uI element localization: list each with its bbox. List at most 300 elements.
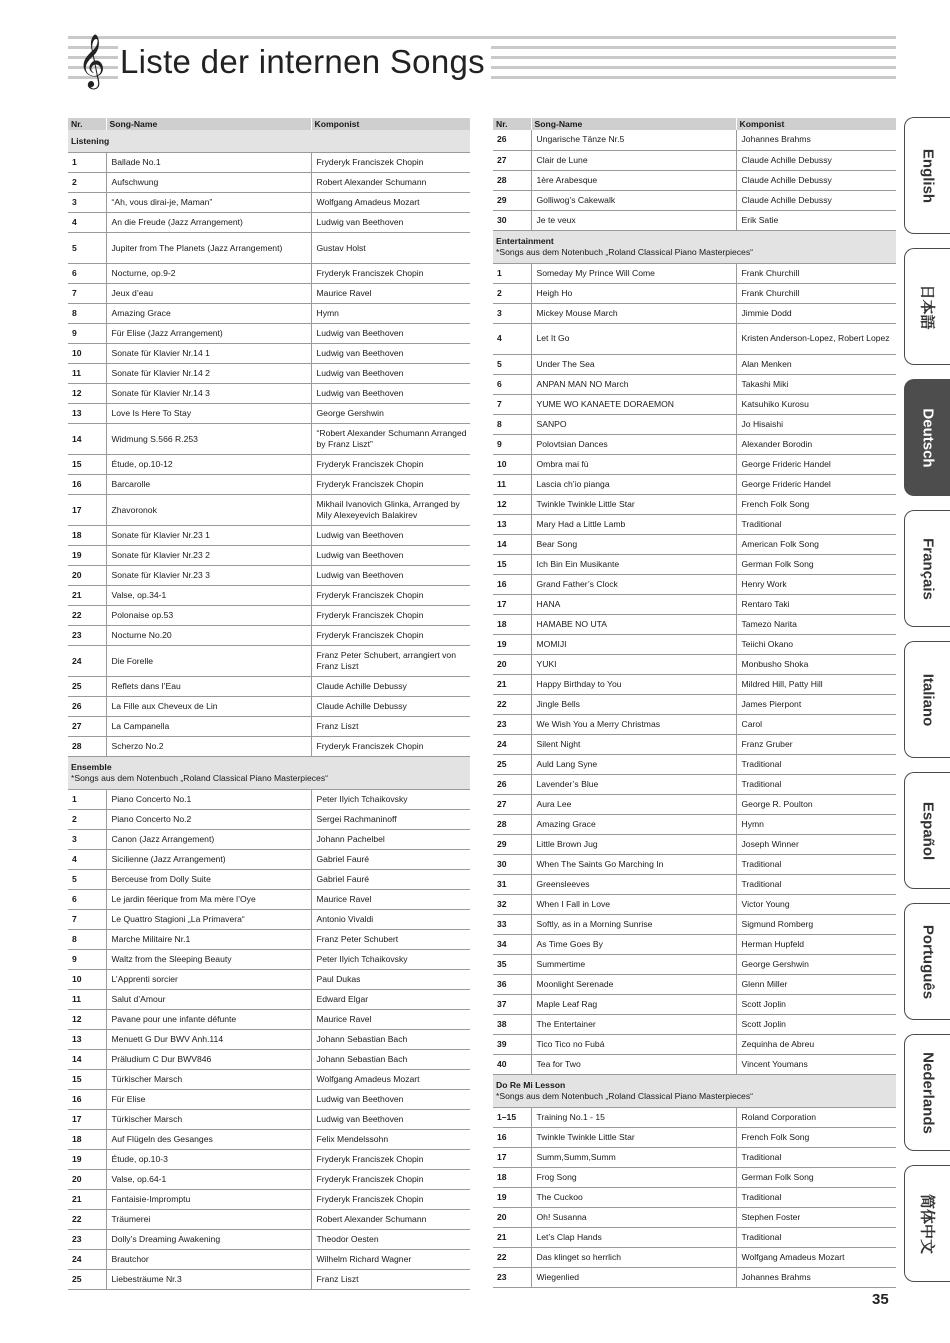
table-row [68,930,470,950]
table-row [68,304,470,324]
composer-name: French Folk Song [736,494,896,514]
table-row [493,734,896,754]
song-name: Someday My Prince Will Come [531,263,736,283]
song-number: 9 [493,434,531,454]
song-name: Happy Birthday to You [531,674,736,694]
song-number: 5 [493,354,531,374]
song-number: 25 [493,754,531,774]
composer-name: Roland Corporation [736,1107,896,1127]
song-name: Ombra mai fù [531,454,736,474]
composer-name: Fryderyk Franciszek Chopin [311,1170,470,1190]
composer-name: Scott Joplin [736,994,896,1014]
table-row [493,210,896,230]
song-number: 7 [68,910,106,930]
song-number: 24 [493,734,531,754]
tab-label: 简体中文 [918,1193,935,1254]
tab-label: Português [919,924,936,999]
composer-name: Paul Dukas [311,970,470,990]
song-name: Barcarolle [106,475,311,495]
tab-italiano[interactable] [904,641,950,758]
song-number: 28 [493,170,531,190]
song-name: Ballade No.1 [106,153,311,173]
song-number: 16 [493,1127,531,1147]
song-name: Polonaise op.53 [106,606,311,626]
table-row [493,834,896,854]
song-name: Tico Tico no Fubá [531,1034,736,1054]
table-row [493,774,896,794]
song-number: 8 [68,304,106,324]
song-name: Summertime [531,954,736,974]
table-header-row [68,118,470,130]
table-row [68,1190,470,1210]
composer-name: Johann Sebastian Bach [311,1030,470,1050]
composer-name: Franz Peter Schubert [311,930,470,950]
song-number: 17 [68,495,106,526]
song-name: L’Apprenti sorcier [106,970,311,990]
staff-line [68,36,896,39]
table-row [493,894,896,914]
section-title: Ensemble [71,762,112,773]
table-row [493,130,896,150]
song-number: 14 [68,1050,106,1070]
song-number: 19 [68,546,106,566]
song-name: Sonate für Klavier Nr.14 1 [106,344,311,364]
table-row [493,283,896,303]
table-row [493,1147,896,1167]
song-number: 32 [493,894,531,914]
song-name: We Wish You a Merry Christmas [531,714,736,734]
table-body [68,130,470,1290]
song-name: Greensleeves [531,874,736,894]
composer-name: Ludwig van Beethoven [311,384,470,404]
song-table-right [493,118,896,1288]
composer-name: American Folk Song [736,534,896,554]
song-name: Träumerei [106,1210,311,1230]
tab-espaol[interactable] [904,772,950,889]
song-table-left [68,118,470,1290]
tab-franais[interactable] [904,510,950,627]
song-number: 1 [493,263,531,283]
song-name: Amazing Grace [531,814,736,834]
table-row [493,414,896,434]
song-name: Für Elise [106,1090,311,1110]
song-number: 31 [493,874,531,894]
composer-name: Zequinha de Abreu [736,1034,896,1054]
table-row [68,910,470,930]
composer-name: Gabriel Fauré [311,870,470,890]
composer-name: Johannes Brahms [736,1267,896,1287]
song-name: Under The Sea [531,354,736,374]
composer-name: Claude Achille Debussy [736,170,896,190]
song-number: 6 [68,264,106,284]
section-row [68,130,470,153]
song-number: 20 [493,654,531,674]
song-name: Training No.1 - 15 [531,1107,736,1127]
table-row [493,934,896,954]
composer-name: Alexander Borodin [736,434,896,454]
song-number: 20 [493,1207,531,1227]
song-name: Sonate für Klavier Nr.23 3 [106,566,311,586]
composer-name: Teiichi Okano [736,634,896,654]
composer-name: Ludwig van Beethoven [311,324,470,344]
composer-name: Vincent Youmans [736,1054,896,1074]
column-header-nr: Nr. [68,118,106,130]
composer-name: Ludwig van Beethoven [311,566,470,586]
song-number: 7 [68,284,106,304]
song-name: Das klinget so herrlich [531,1247,736,1267]
composer-name: George Frideric Handel [736,474,896,494]
table-row [493,323,896,354]
table-row [493,170,896,190]
table-row [68,1090,470,1110]
song-name: Präludium C Dur BWV846 [106,1050,311,1070]
song-name: Love Is Here To Stay [106,404,311,424]
composer-name: Fryderyk Franciszek Chopin [311,737,470,757]
column-header-nr: Nr. [493,118,531,130]
composer-name: Ludwig van Beethoven [311,364,470,384]
song-name: Reflets dans l’Eau [106,677,311,697]
tab-portugus[interactable] [904,903,950,1020]
song-name: As Time Goes By [531,934,736,954]
song-number: 34 [493,934,531,954]
song-name: Lascia ch’io pianga [531,474,736,494]
song-number: 26 [68,697,106,717]
table-row [68,193,470,213]
composer-name: Fryderyk Franciszek Chopin [311,153,470,173]
table-row [68,233,470,264]
song-name: Ungarische Tänze Nr.5 [531,130,736,150]
song-name: Moonlight Serenade [531,974,736,994]
section-note: *Songs aus dem Notenbuch „Roland Classical Piano Masterpieces“ [71,773,328,783]
song-name: Ich Bin Ein Musikante [531,554,736,574]
composer-name: Mikhail Ivanovich Glinka, Arranged by Mily Alexeyevich Balakirev [311,495,470,526]
song-name: Twinkle Twinkle Little Star [531,494,736,514]
section-row [493,1074,896,1107]
song-number: 21 [68,586,106,606]
section-note: *Songs aus dem Notenbuch „Roland Classical Piano Masterpieces“ [496,246,753,257]
song-number: 21 [68,1190,106,1210]
composer-name: Victor Young [736,894,896,914]
song-name: Sicilienne (Jazz Arrangement) [106,850,311,870]
song-name: Étude, op.10-12 [106,455,311,475]
composer-name: Maurice Ravel [311,890,470,910]
table-row [68,264,470,284]
composer-name: Rentaro Taki [736,594,896,614]
song-number: 26 [493,130,531,150]
song-number: 27 [493,150,531,170]
composer-name: Ludwig van Beethoven [311,1090,470,1110]
song-name: SANPO [531,414,736,434]
table-row [68,526,470,546]
composer-name: Claude Achille Debussy [736,190,896,210]
song-number: 23 [493,714,531,734]
song-name: Türkischer Marsch [106,1110,311,1130]
song-number: 12 [68,384,106,404]
table-row [493,634,896,654]
composer-name: Hymn [311,304,470,324]
composer-name: Stephen Foster [736,1207,896,1227]
composer-name: Franz Liszt [311,717,470,737]
song-number: 17 [493,1147,531,1167]
table-row [68,1070,470,1090]
composer-name: “Robert Alexander Schumann Arranged by Franz Liszt” [311,424,470,455]
section-cell [68,757,470,790]
table-row [493,1267,896,1287]
song-name: Lavender’s Blue [531,774,736,794]
song-name: Wiegenlied [531,1267,736,1287]
table-row [68,546,470,566]
song-number: 4 [493,323,531,354]
table-row [493,794,896,814]
song-name: Aufschwung [106,173,311,193]
table-row [68,626,470,646]
composer-name: Robert Alexander Schumann [311,173,470,193]
column-header-song: Song-Name [106,118,311,130]
table-row [68,173,470,193]
song-number: 27 [493,794,531,814]
song-number: 35 [493,954,531,974]
composer-name: Fryderyk Franciszek Chopin [311,1150,470,1170]
composer-name: Peter Ilyich Tchaikovsky [311,950,470,970]
song-number: 9 [68,324,106,344]
composer-name: Fryderyk Franciszek Chopin [311,455,470,475]
song-number: 12 [493,494,531,514]
song-number: 5 [68,233,106,264]
song-name: Zhavoronok [106,495,311,526]
composer-name: Jimmie Dodd [736,303,896,323]
composer-name: Traditional [736,514,896,534]
song-name: The Cuckoo [531,1187,736,1207]
composer-name: Traditional [736,774,896,794]
table-row [493,494,896,514]
composer-name: Traditional [736,1147,896,1167]
table-row [493,1107,896,1127]
song-name: Clair de Lune [531,150,736,170]
song-number: 1–15 [493,1107,531,1127]
section-cell [493,230,896,263]
song-number: 18 [68,1130,106,1150]
song-name: Le jardin féerique from Ma mère l’Oye [106,890,311,910]
composer-name: Traditional [736,1227,896,1247]
table-row [493,614,896,634]
song-number: 20 [68,1170,106,1190]
table-row [493,394,896,414]
song-number: 17 [68,1110,106,1130]
song-name: Sonate für Klavier Nr.23 2 [106,546,311,566]
table-row [493,574,896,594]
table-row [68,153,470,173]
song-number: 15 [493,554,531,574]
table-row [493,374,896,394]
table-row [68,890,470,910]
song-name: Frog Song [531,1167,736,1187]
song-name: Jingle Bells [531,694,736,714]
composer-name: Wilhelm Richard Wagner [311,1250,470,1270]
section-cell [493,1074,896,1107]
song-number: 24 [68,1250,106,1270]
section-cell [68,130,470,153]
song-number: 20 [68,566,106,586]
song-name: Silent Night [531,734,736,754]
composer-name: Antonio Vivaldi [311,910,470,930]
table-row [493,474,896,494]
song-number: 14 [68,424,106,455]
song-name: Valse, op.34-1 [106,586,311,606]
song-name: YUKI [531,654,736,674]
song-name: The Entertainer [531,1014,736,1034]
composer-name: Edward Elgar [311,990,470,1010]
song-number: 33 [493,914,531,934]
composer-name: Fryderyk Franciszek Chopin [311,626,470,646]
composer-name: George Gershwin [311,404,470,424]
table-row [68,790,470,810]
composer-name: Wolfgang Amadeus Mozart [311,1070,470,1090]
tab-nederlands[interactable] [904,1034,950,1151]
composer-name: Carol [736,714,896,734]
composer-name: Sigmund Romberg [736,914,896,934]
table-row [68,424,470,455]
composer-name: James Pierpont [736,694,896,714]
song-name: La Fille aux Cheveux de Lin [106,697,311,717]
table-row [68,284,470,304]
table-row [493,263,896,283]
song-number: 13 [493,514,531,534]
song-number: 39 [493,1034,531,1054]
song-number: 40 [493,1054,531,1074]
composer-name: Mildred Hill, Patty Hill [736,674,896,694]
song-number: 22 [493,1247,531,1267]
composer-name: Traditional [736,754,896,774]
table-row [68,586,470,606]
table-row [493,874,896,894]
composer-name: Franz Gruber [736,734,896,754]
song-name: Twinkle Twinkle Little Star [531,1127,736,1147]
song-name: Menuett G Dur BWV Anh.114 [106,1030,311,1050]
table-row [493,654,896,674]
song-name: Dolly’s Dreaming Awakening [106,1230,311,1250]
song-name: Summ,Summ,Summ [531,1147,736,1167]
table-row [493,814,896,834]
song-number: 8 [493,414,531,434]
table-row [68,606,470,626]
song-number: 6 [493,374,531,394]
composer-name: Maurice Ravel [311,1010,470,1030]
section-title: Do Re Mi Lesson [496,1079,566,1090]
song-name: An die Freude (Jazz Arrangement) [106,213,311,233]
song-name: Let It Go [531,323,736,354]
song-name: Polovtsian Dances [531,434,736,454]
song-number: 10 [68,344,106,364]
column-header-song: Song-Name [531,118,736,130]
tab-english[interactable] [904,117,950,234]
composer-name: German Folk Song [736,1167,896,1187]
song-number: 30 [493,210,531,230]
composer-name: Fryderyk Franciszek Chopin [311,1190,470,1210]
column-header-composer: Komponist [736,118,896,130]
song-name: La Campanella [106,717,311,737]
table-row [68,1230,470,1250]
song-name: Oh! Susanna [531,1207,736,1227]
song-number: 16 [493,574,531,594]
song-name: Étude, op.10-3 [106,1150,311,1170]
song-number: 27 [68,717,106,737]
table-row [68,850,470,870]
composer-name: Claude Achille Debussy [736,150,896,170]
table-row [68,1170,470,1190]
treble-clef-icon: 𝄞 [78,33,106,87]
table-row [68,1110,470,1130]
tab-label: 日本語 [918,283,935,330]
table-row [493,354,896,374]
song-name: Jeux d’eau [106,284,311,304]
song-number: 37 [493,994,531,1014]
page-number: 35 [872,1291,889,1308]
table-row [493,974,896,994]
song-name: Aura Lee [531,794,736,814]
section-row [493,230,896,263]
table-row [68,1130,470,1150]
song-number: 21 [493,674,531,694]
song-number: 12 [68,1010,106,1030]
song-name: Türkischer Marsch [106,1070,311,1090]
song-number: 10 [68,970,106,990]
composer-name: Kristen Anderson-Lopez, Robert Lopez [736,323,896,354]
composer-name: Fryderyk Franciszek Chopin [311,586,470,606]
table-row [493,454,896,474]
composer-name: Theodor Oesten [311,1230,470,1250]
table-row [68,717,470,737]
song-name: ANPAN MAN NO March [531,374,736,394]
page-header [68,33,896,88]
song-name: Amazing Grace [106,304,311,324]
composer-name: Peter Ilyich Tchaikovsky [311,790,470,810]
song-name: Auld Lang Syne [531,754,736,774]
tab-label: Nederlands [919,1051,936,1134]
table-row [493,1207,896,1227]
song-number: 22 [68,1210,106,1230]
table-row [493,554,896,574]
table-row [68,677,470,697]
composer-name: Traditional [736,854,896,874]
song-name: Je te veux [531,210,736,230]
song-number: 4 [68,850,106,870]
table-body [493,130,896,1287]
composer-name: Sergei Rachmaninoff [311,810,470,830]
song-name: Piano Concerto No.2 [106,810,311,830]
composer-name: George Gershwin [736,954,896,974]
composer-name: Alan Menken [736,354,896,374]
tab-deutsch[interactable] [904,379,950,496]
composer-name: Traditional [736,874,896,894]
song-number: 38 [493,1014,531,1034]
table-row [493,994,896,1014]
composer-name: Katsuhiko Kurosu [736,394,896,414]
tab-lang-8[interactable] [904,1165,950,1282]
table-row [493,914,896,934]
song-number: 3 [68,830,106,850]
song-name: Scherzo No.2 [106,737,311,757]
composer-name: Johannes Brahms [736,130,896,150]
song-name: Sonate für Klavier Nr.23 1 [106,526,311,546]
table-row [68,970,470,990]
song-name: Jupiter from The Planets (Jazz Arrangement) [106,233,311,264]
table-row [68,344,470,364]
table-row [493,1054,896,1074]
composer-name: Johann Pachelbel [311,830,470,850]
song-number: 11 [493,474,531,494]
tab-lang-1[interactable] [904,248,950,365]
composer-name: Ludwig van Beethoven [311,1110,470,1130]
